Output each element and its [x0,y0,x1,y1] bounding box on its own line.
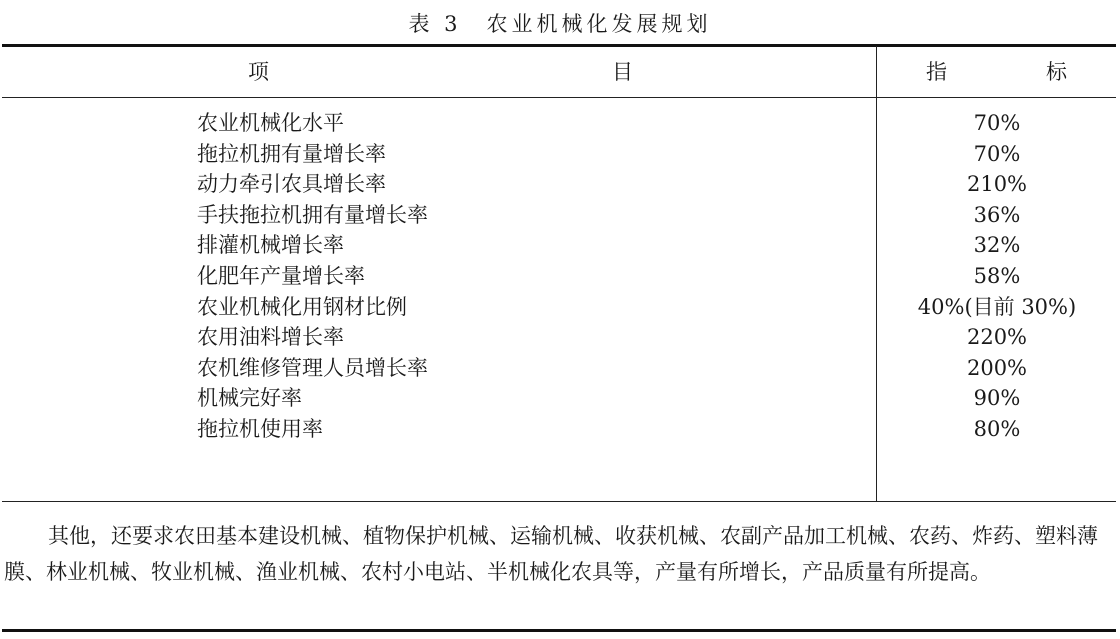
row-value: 200% [966,355,1028,380]
row-item: 动力牵引农具增长率 [197,172,386,197]
row-value: 58% [973,263,1021,288]
top-rule [2,44,1116,47]
header-value-left: 指 [926,60,947,84]
table-row [0,383,1120,414]
header-item-right: 目 [612,60,633,84]
header-rule [2,97,1116,98]
table-row [0,292,1120,323]
row-value: 90% [973,386,1021,411]
table-row [0,414,1120,445]
row-item: 机械完好率 [197,386,302,411]
table-row [0,230,1120,261]
table-row [0,200,1120,231]
row-item: 拖拉机使用率 [197,416,323,441]
row-item: 化肥年产量增长率 [197,263,365,288]
row-value: 40%(目前 30%) [917,294,1077,319]
row-item: 农用油料增长率 [197,325,344,350]
table-row [0,108,1120,139]
table-row [0,353,1120,384]
row-value: 36% [973,202,1021,227]
row-item: 手扶拖拉机拥有量增长率 [197,202,428,227]
note-paragraph [4,518,1112,590]
row-value: 32% [973,233,1021,258]
row-item: 农机维修管理人员增长率 [197,355,428,380]
header-value-right: 标 [1046,60,1067,84]
table-row [0,322,1120,353]
row-value: 80% [973,416,1021,441]
row-value: 210% [966,172,1028,197]
header-item-left: 项 [248,60,269,84]
row-value: 220% [966,325,1028,350]
table-row [0,169,1120,200]
bottom-rule [2,629,1116,632]
table-row [0,139,1120,170]
table-body [0,108,1120,445]
row-item: 农业机械化用钢材比例 [197,294,407,319]
row-item: 排灌机械增长率 [197,233,344,258]
row-item: 农业机械化水平 [197,111,344,135]
row-item: 拖拉机拥有量增长率 [197,141,386,166]
table-title: 表 3 农业机械化发展规划 [408,12,712,36]
table-row [0,261,1120,292]
note-text: 其他，还要求农田基本建设机械、植物保护机械、运输机械、收获机械、农副产品加工机械、农药、炸药、塑料薄膜、林业机械、牧业机械、渔业机械、农村小电站、半机械化农具等，产量有所增长，产品质量有所提高。 [4,524,1098,584]
row-value: 70% [973,141,1021,166]
row-value: 70% [973,111,1021,135]
table-bottom-rule [2,501,1116,502]
